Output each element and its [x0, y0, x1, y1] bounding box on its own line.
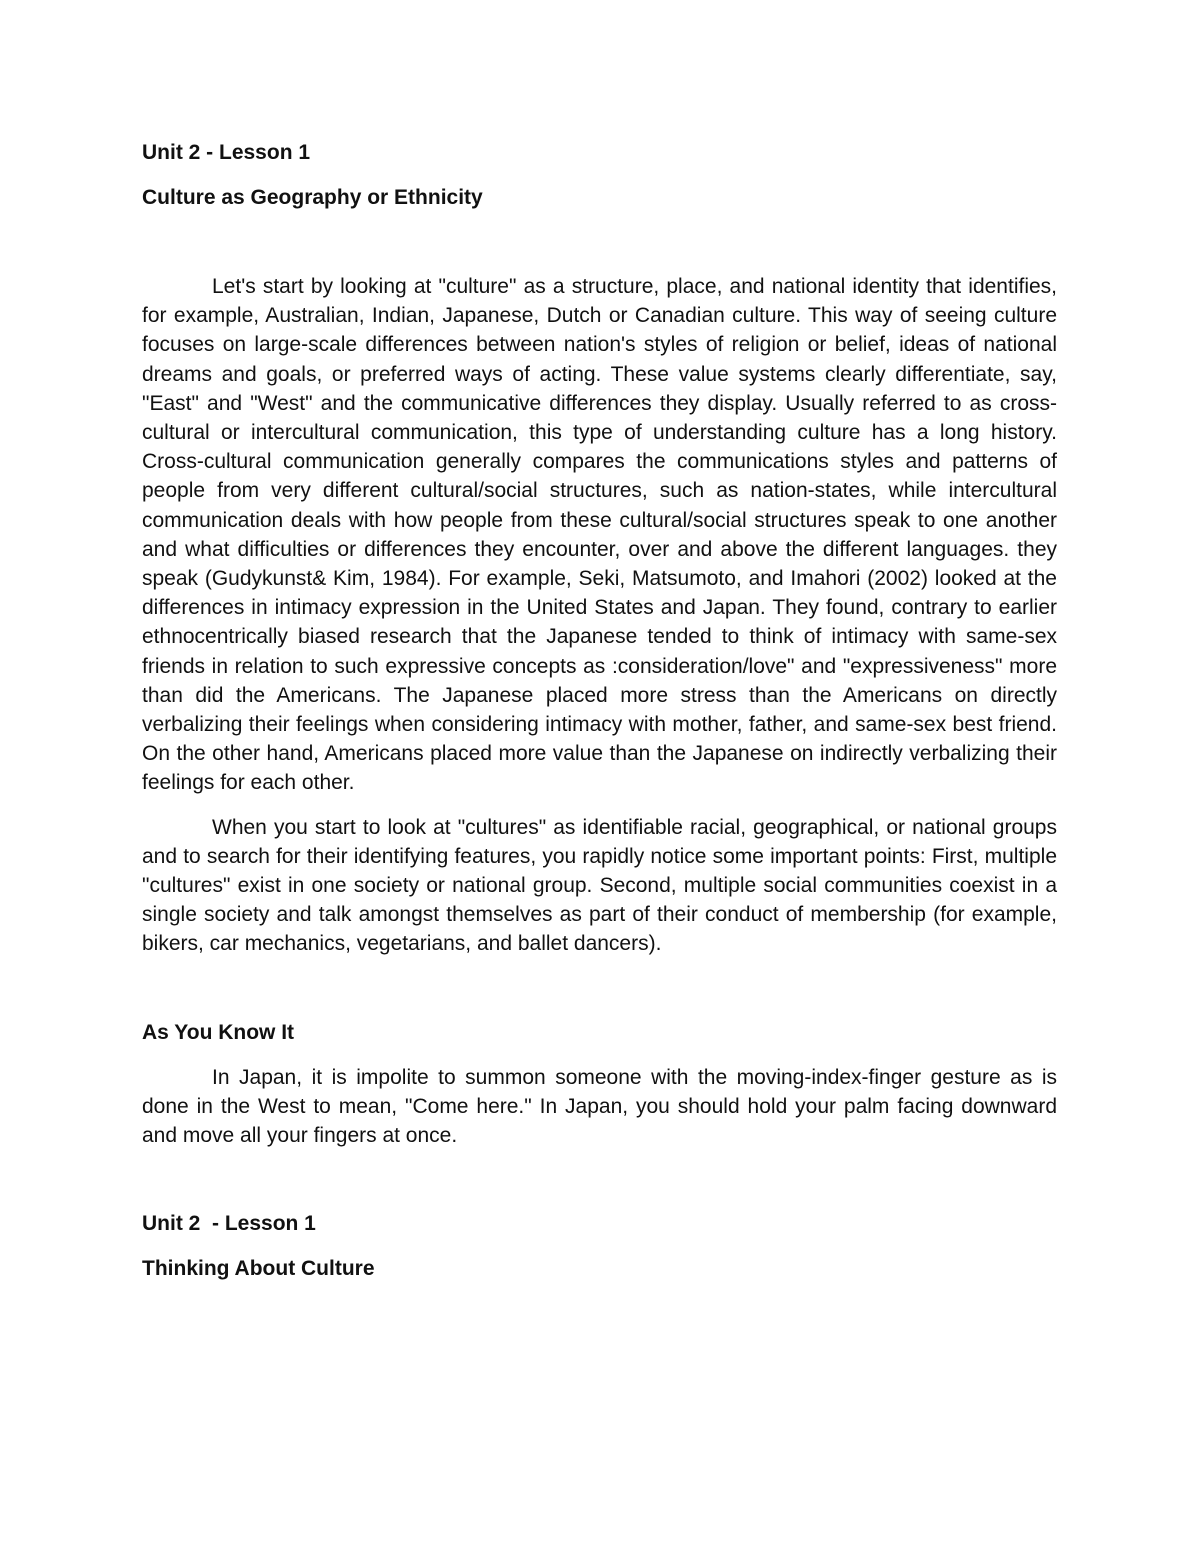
unit-heading: Unit 2 - Lesson 1 — [142, 141, 311, 164]
as-you-know-it-heading: As You Know It — [142, 1020, 295, 1044]
lesson-title-2: Thinking About Culture — [142, 1257, 375, 1281]
unit-heading-2: Unit 2 - Lesson 1 — [142, 1212, 316, 1236]
page-content — [142, 138, 1057, 1284]
body-paragraph-1: Let's start by looking at "culture" as a structure, place, and national identity that identifies, for example, Australian, Indian, Japanese, Dutch or Canadian culture. This way of seeing culture focuses on large-scale differences between nation's styles of religion or belief, ideas of national dreams and goals, or preferred ways of acting. These value systems clearly differentiate, say, "East" and "West" and the communicative differences they display. Usually referred to as cross-cultural or intercultural communication, this type of understanding culture has a long history. Cross-cultural communication generally compares the communications styles and patterns of people from very different cultural/social structures, such as nation-states, while intercultural communication deals with how people from these cultural/social structures speak to one another and what difficulties or differences they encounter, over and above the different languages. they speak (Gudykunst& Kim, 1984). For example, Seki, Matsumoto, and Imahori (2002) looked at the differences in intimacy expression in the United States and Japan. They found, contrary to earlier ethnocentrically biased research that the Japanese tended to think of intimacy with same-sex friends in relation to such expressive concepts as :consideration/love" and "expressiveness" more than did the Americans. The Japanese placed more stress than the Americans on directly verbalizing their feelings when considering intimacy with mother, father, and same-sex best friend. On the other hand, Americans placed more value than the Japanese on indirectly verbalizing their feelings for each other. — [142, 275, 1057, 795]
lesson-title: Culture as Geography or Ethnicity — [142, 186, 483, 209]
body-paragraph-3: In Japan, it is impolite to summon someone with the moving-index-finger gesture as is done in the West to mean, "Come here." In Japan, you should hold your palm facing downward and move all your fingers at once. — [142, 1065, 1057, 1148]
body-paragraph-2: When you start to look at "cultures" as identifiable racial, geographical, or national groups and to search for their identifying features, you rapidly notice some important points: First, multiple "cultures" exist in one society or national group. Second, multiple social communities coexist in a single society and talk amongst themselves as part of their conduct of membership (for example, bikers, car mechanics, vegetarians, and ballet dancers). — [142, 815, 1057, 956]
